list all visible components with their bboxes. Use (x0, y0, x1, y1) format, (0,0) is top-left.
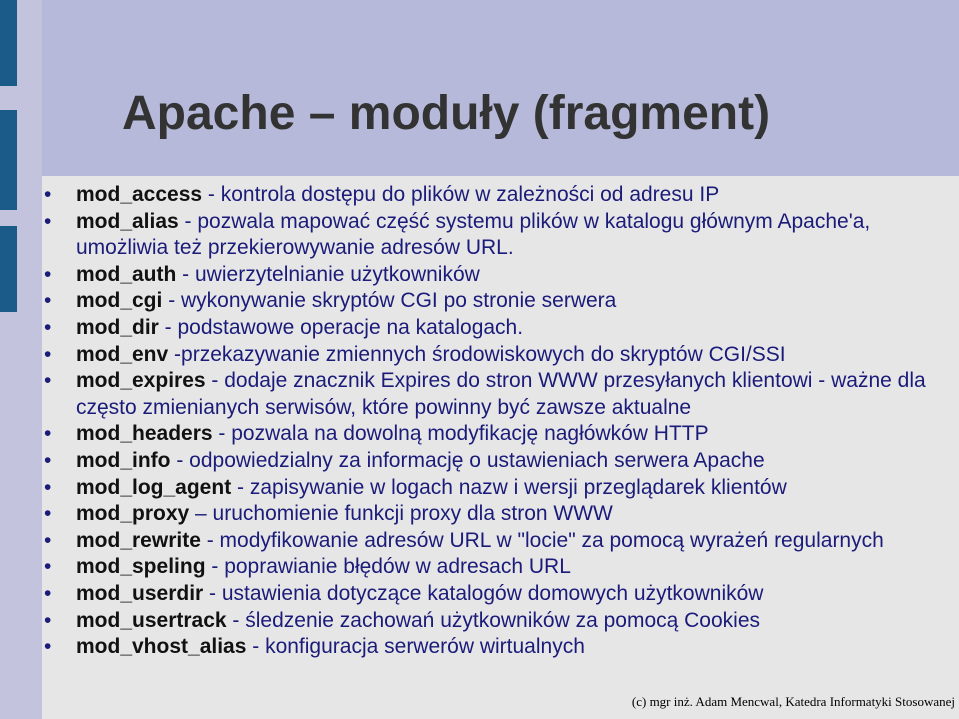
module-description: – uruchomienie funkcji proxy dla stron WWW (189, 502, 613, 526)
decoration-bar (0, 110, 17, 210)
module-description: - uwierzytelnianie użytkowników (176, 262, 480, 286)
module-name: mod_userdir (76, 581, 204, 605)
module-name: mod_headers (76, 422, 213, 446)
list-item (42, 209, 942, 262)
module-description: - dodaje znacznik Expires do stron WWW przesyłanych klientowi - ważne dla często zmienianych serwisów, które powinny być zawsze aktualne (76, 369, 926, 419)
module-description: - śledzenie zachowań użytkowników za pomocą Cookies (226, 608, 761, 632)
list-item (42, 262, 942, 289)
list-item (42, 501, 942, 528)
list-item (42, 182, 942, 209)
module-name: mod_dir (76, 315, 159, 339)
module-name: mod_access (76, 183, 203, 206)
module-name: mod_env (76, 342, 169, 366)
module-description: - ustawienia dotyczące katalogów domowych użytkowników (203, 581, 764, 605)
module-name: mod_info (76, 448, 171, 472)
module-description: - podstawowe operacje na katalogach. (158, 315, 524, 339)
module-description: - modyfikowanie adresów URL w "locie" za pomocą wyrażeń regularnych (200, 528, 884, 552)
left-decoration-strip (0, 0, 42, 719)
decoration-bar (0, 0, 17, 86)
module-description: -przekazywanie zmiennych środowiskowych do skryptów CGI/SSI (168, 342, 786, 366)
module-description: - zapisywanie w logach nazw i wersji przeglądarek klientów (231, 475, 787, 499)
module-name: mod_log_agent (76, 475, 232, 499)
list-item (42, 608, 942, 635)
module-description: - kontrola dostępu do plików w zależności od adresu IP (202, 183, 720, 206)
module-description: - pozwala na dowolną modyfikację nagłówków HTTP (212, 422, 709, 446)
list-item (42, 475, 942, 502)
module-name: mod_auth (76, 262, 177, 286)
module-description: - konfiguracja serwerów wirtualnych (246, 635, 585, 659)
module-name: mod_alias (76, 209, 179, 233)
list-item (42, 448, 942, 475)
list-item (42, 634, 942, 661)
module-name: mod_vhost_alias (76, 635, 247, 659)
decoration-bar (0, 226, 17, 312)
module-list (42, 182, 942, 661)
list-item (42, 288, 942, 315)
slide-title: Apache – moduły (fragment) (122, 87, 771, 140)
module-description: - wykonywanie skryptów CGI po stronie serwera (162, 289, 617, 313)
module-name: mod_rewrite (76, 528, 201, 552)
module-name: mod_expires (76, 369, 206, 393)
list-item (42, 528, 942, 555)
footer-credit: (c) mgr inż. Adam Mencwal, Katedra Informatyki Stosowanej (631, 694, 955, 709)
module-description: - poprawianie błędów w adresach URL (205, 555, 571, 579)
module-name: mod_proxy (76, 502, 190, 526)
module-description: - pozwala mapować część systemu plików w katalogu głównym Apache'a, umożliwia też przekierowywanie adresów URL. (76, 209, 871, 260)
list-item (42, 421, 942, 448)
module-description: - odpowiedzialny za informację o ustawieniach serwera Apache (170, 448, 765, 472)
list-item (42, 368, 942, 421)
module-name: mod_usertrack (76, 608, 227, 632)
module-name: mod_speling (76, 555, 206, 579)
list-item (42, 315, 942, 342)
list-item (42, 342, 942, 369)
list-item (42, 554, 942, 581)
list-item (42, 581, 942, 608)
module-name: mod_cgi (76, 289, 163, 313)
